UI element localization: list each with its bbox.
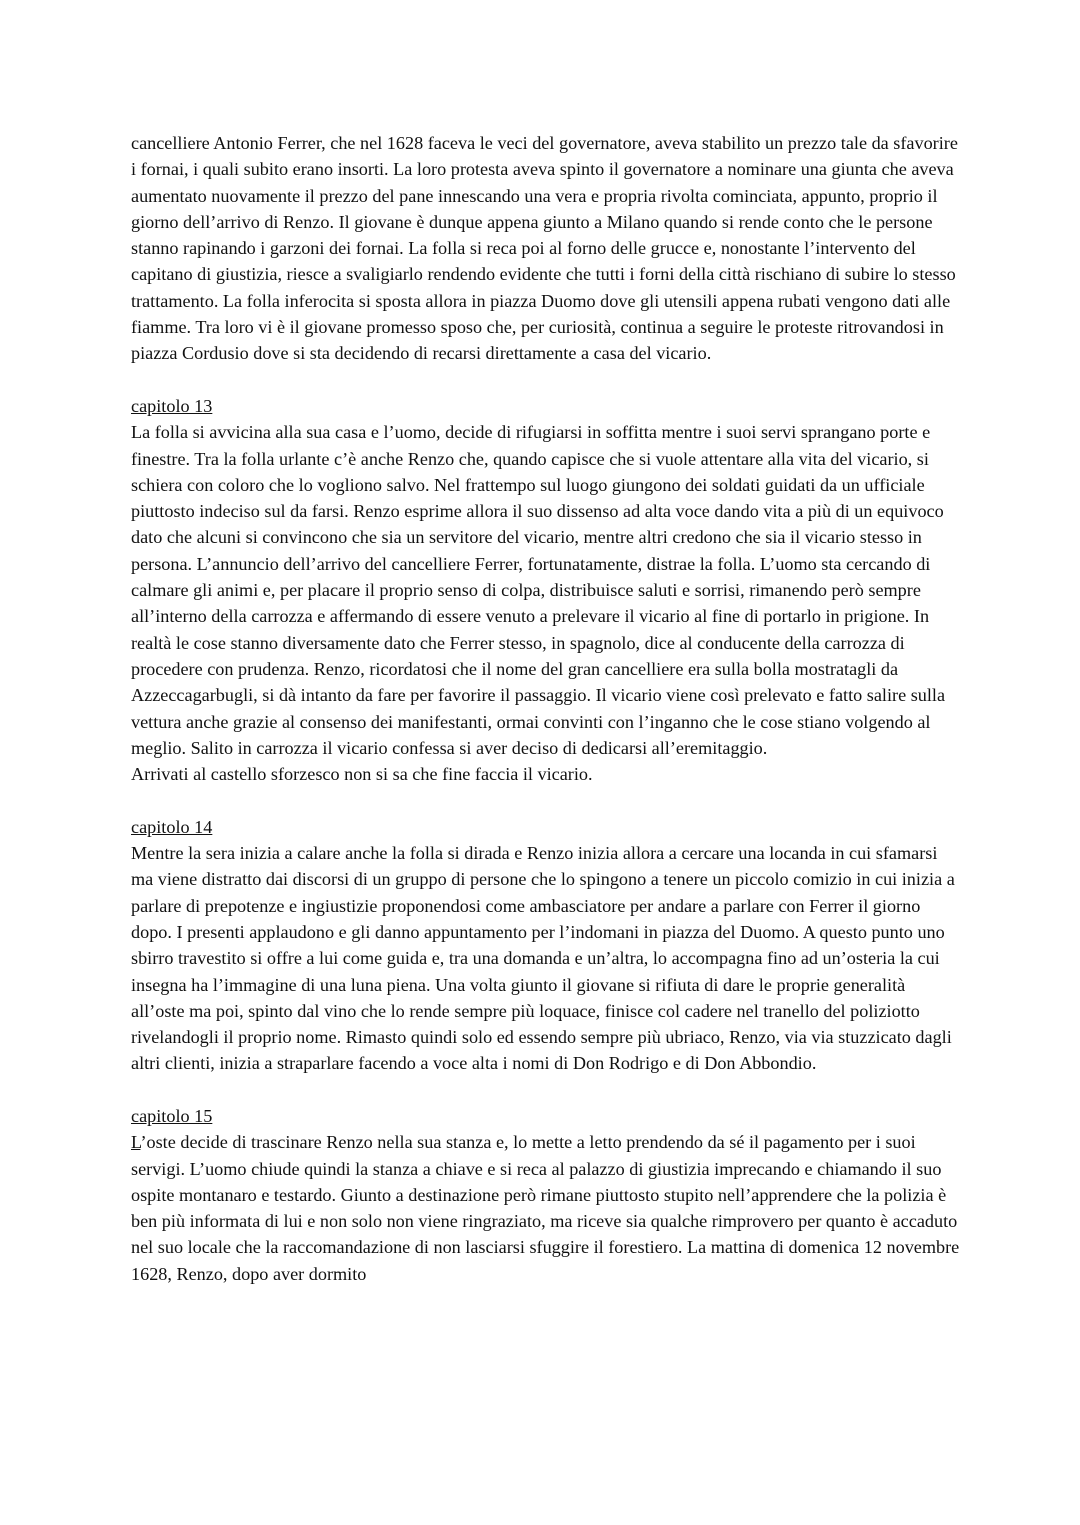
chapter-15-first-letter: L: [131, 1132, 141, 1153]
chapter-13-heading: capitolo 13: [131, 395, 213, 416]
document-page: [131, 130, 961, 1287]
section-spacer: [131, 367, 961, 393]
chapter-15-paragraph-1: [131, 1129, 961, 1287]
chapter-13-paragraph-2: Arrivati al castello sforzesco non si sa che fine faccia il vicario.: [131, 764, 593, 785]
chapter-13-paragraph-1: La folla si avvicina alla sua casa e l’uomo, decide di rifugiarsi in soffitta mentre i suoi servi sprangano porte e finestre. Tra la folla urlante c’è anche Renzo che, quando capisce che si vuole attentare alla vita del vicario, si schiera con coloro che lo vogliono salvo. Nel frattempo sul luogo giungono dei soldati guidati da un ufficiale piuttosto indeciso sul da farsi. Renzo esprime allora il suo dissenso ad alta voce dando vita a più di un equivoco dato che alcuni si convincono che sia un servitore del vicario, mentre altri credono che sia il vicario stesso in persona. L’annuncio dell’arrivo del cancelliere Ferrer, fortunatamente, distrae la folla. L’uomo sta cercando di calmare gli animi e, per placare il proprio senso di colpa, distribuisce saluti e sorrisi, rimanendo però sempre all’interno della carrozza e affermando di essere venuto a prelevare il vicario al fine di portarlo in prigione. In realtà le cose stanno diversamente dato che Ferrer stesso, in spagnolo, dice al conducente della carrozza di procedere con prudenza. Renzo, ricordatosi che il nome del gran cancelliere era sulla bolla mostratagli da Azzeccagarbugli, si dà intanto da fare per favorire il passaggio. Il vicario viene così prelevato e fatto salire sulla vettura anche grazie al consenso dei manifestanti, ormai convinti con l’inganno che le cose stiano volgendo al meglio. Salito in carrozza il vicario confessa si aver deciso di dedicarsi all’eremitaggio.: [131, 422, 946, 758]
section-spacer: [131, 787, 961, 813]
chapter-14-paragraph-1: Mentre la sera inizia a calare anche la folla si dirada e Renzo inizia allora a cercare una locanda in cui sfamarsi ma viene distratto dai discorsi di un gruppo di persone che lo spingono a tenere un piccolo comizio in cui inizia a parlare di prepotenze e ingiustizie proponendosi come ambasciatore per andare a parlare con Ferrer il giorno dopo. I presenti applaudono e gli danno appuntamento per l’indomani in piazza del Duomo. A questo punto uno sbirro travestito si offre a lui come guida e, tra una domanda e un’altra, lo accompagna fino ad un’osteria la cui insegna ha l’immagine di una luna piena. Una volta giunto il giovane si rifiuta di dare le proprie generalità all’oste ma poi, spinto dal vino che lo rende sempre più loquace, finisce col cadere nel tranello del poliziotto rivelandogli il proprio nome. Rimasto quindi solo ed essendo sempre più ubriaco, Renzo, via via stuzzicato dagli altri clienti, inizia a straparlare facendo a voce alta i nomi di Don Rodrigo e di Don Abbondio.: [131, 843, 955, 1074]
chapter-14-heading: capitolo 14: [131, 816, 213, 837]
chapter-15-paragraph-text: ’oste decide di trascinare Renzo nella sua stanza e, lo mette a letto prendendo da sé il pagamento per i suoi servigi. L’uomo chiude quindi la stanza a chiave e si reca al palazzo di giustizia imprecando e chiamando il suo ospite montanaro e testardo. Giunto a destinazione però rimane piuttosto stupito nell’apprendere che la polizia è ben più informata di lui e non solo non viene ringraziato, ma riceve sia qualche rimprovero per quanto è accaduto nel suo locale che la raccomandazione di non lasciarsi sfuggire il forestiero. La mattina di domenica 12 novembre 1628, Renzo, dopo aver dormito: [131, 1132, 960, 1284]
chapter-15-heading: capitolo 15: [131, 1105, 213, 1126]
intro-paragraph: cancelliere Antonio Ferrer, che nel 1628 faceva le veci del governatore, aveva stabilito un prezzo tale da sfavorire i fornai, i quali subito erano insorti. La loro protesta aveva spinto il governatore a nominare una giunta che aveva aumentato nuovamente il prezzo del pane innescando una vera e propria rivolta cominciata, appunto, proprio il giorno dell’arrivo di Renzo. Il giovane è dunque appena giunto a Milano quando si rende conto che le persone stanno rapinando i garzoni dei fornai. La folla si reca poi al forno delle grucce e, nonostante l’intervento del capitano di giustizia, riesce a svaligiarlo rendendo evidente che tutti i forni della città rischiano di subire lo stesso trattamento. La folla inferocita si sposta allora in piazza Duomo dove gli utensili appena rubati vengono dati alle fiamme. Tra loro vi è il giovane promesso sposo che, per curiosità, continua a seguire le proteste ritrovandosi in piazza Cordusio dove si sta decidendo di recarsi direttamente a casa del vicario.: [131, 133, 958, 364]
section-spacer: [131, 1077, 961, 1103]
